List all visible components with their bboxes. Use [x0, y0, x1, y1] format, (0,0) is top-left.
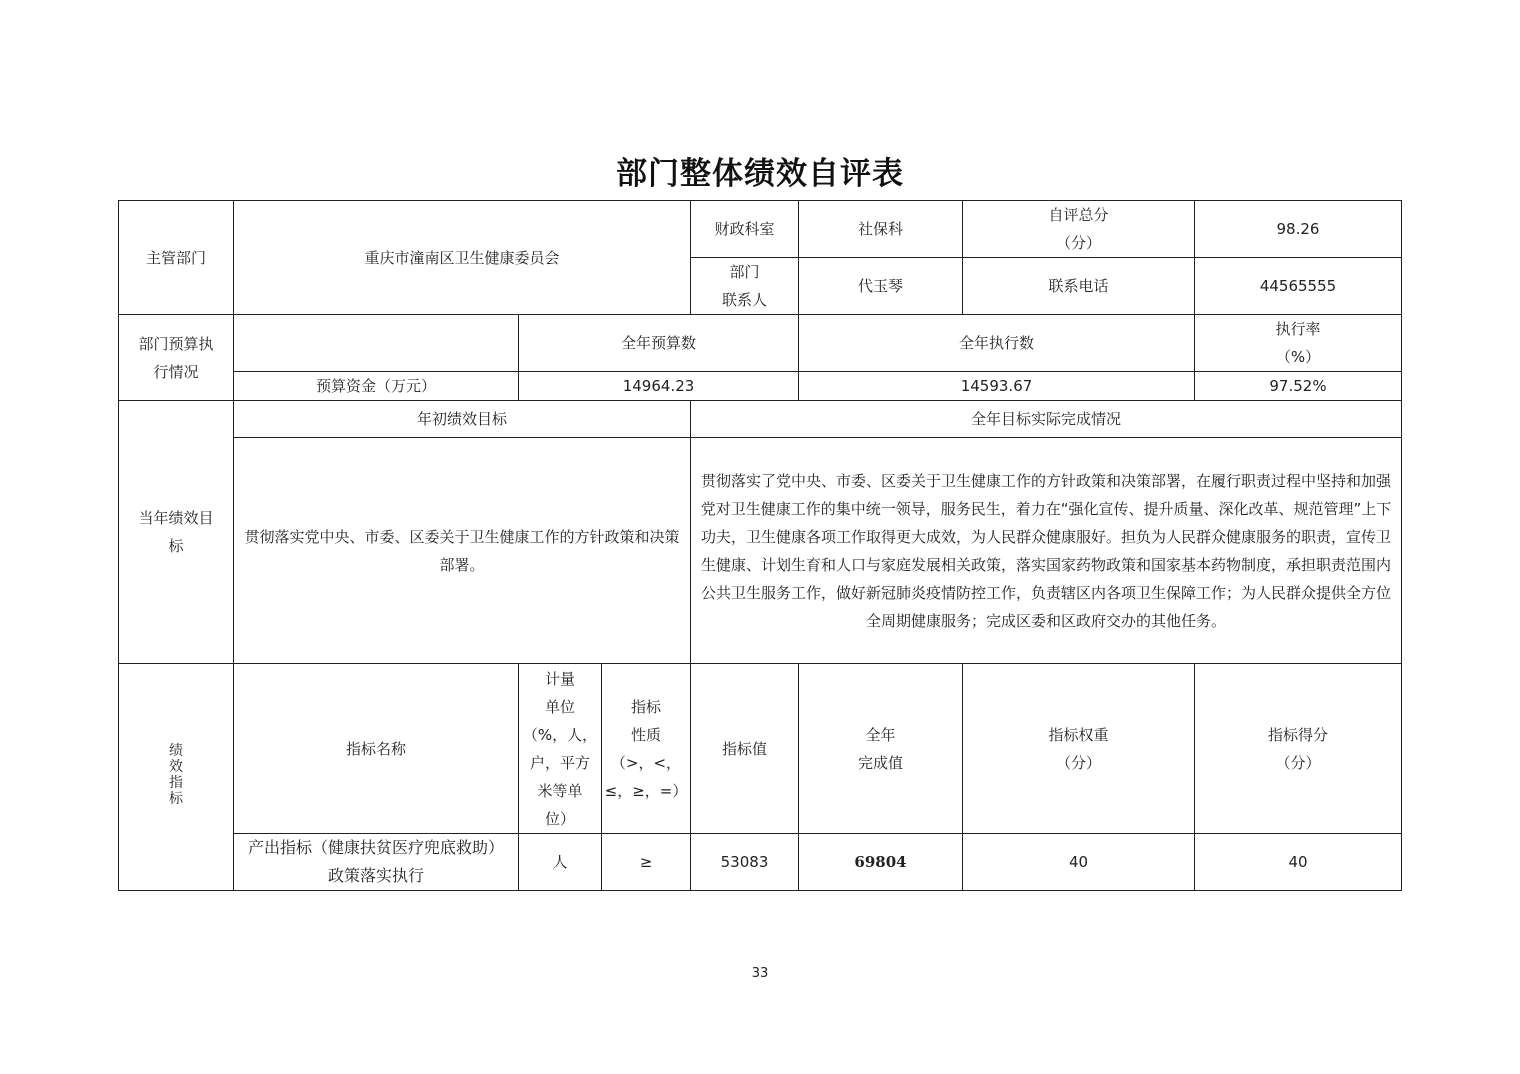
rate-col-header: [1195, 315, 1402, 372]
finance-office-value: 社保科: [799, 201, 963, 258]
page-title: 部门整体绩效自评表: [616, 156, 904, 192]
value-header: 指标值: [691, 664, 799, 834]
indicators-label-text: 绩效指标: [169, 742, 183, 807]
page-number: 33: [751, 966, 769, 981]
phone-label: 联系电话: [963, 258, 1195, 315]
actual-goal-header: 全年目标实际完成情况: [691, 401, 1402, 438]
budget-label: [119, 315, 234, 401]
score-header-line: 指标得分: [1267, 725, 1328, 744]
indicator-nature: ≥: [602, 834, 691, 891]
contact-value: 代玉琴: [799, 258, 963, 315]
indicator-unit: 人: [519, 834, 602, 891]
contact-label-line1: 部门: [729, 263, 760, 281]
completed-header: [799, 664, 963, 834]
dept-name: 重庆市潼南区卫生健康委员会: [234, 201, 691, 315]
unit-header-line: （%，人，: [522, 725, 598, 744]
budget-col-header: 全年预算数: [519, 315, 799, 372]
nature-header-line: 指标: [630, 697, 661, 716]
weight-header-line: （分）: [1055, 753, 1101, 772]
nature-header-line: ≤，≥，=）: [604, 781, 688, 800]
score-header-line: （分）: [1275, 753, 1321, 772]
unit-header-line: 位）: [544, 809, 575, 828]
contact-label-line2: 联系人: [721, 291, 767, 309]
completed-header-line: 完成值: [857, 753, 903, 772]
indicator-name: 产出指标（健康扶贫医疗兜底救助）政策落实执行: [234, 834, 519, 891]
budget-value: 14964.23: [519, 372, 799, 401]
score-label-line2: （分）: [1055, 234, 1101, 252]
nature-header: [602, 664, 691, 834]
unit-header: [519, 664, 602, 834]
rate-col-header-line2: （%）: [1275, 348, 1321, 366]
nature-header-line: 性质: [630, 725, 661, 744]
nature-header-line: （>，<，: [610, 753, 682, 772]
dept-label: 主管部门: [119, 201, 234, 315]
exec-col-header: 全年执行数: [799, 315, 1195, 372]
budget-row-label: 预算资金（万元）: [234, 372, 519, 401]
phone-value: 44565555: [1195, 258, 1402, 315]
indicator-weight: 40: [963, 834, 1195, 891]
goals-label-line1: 当年绩效目: [138, 509, 214, 527]
unit-header-line: 米等单: [537, 781, 583, 800]
contact-label: [691, 258, 799, 315]
indicator-completed: 69804: [799, 834, 963, 891]
score-value: 98.26: [1195, 201, 1402, 258]
unit-header-line: 计量: [544, 669, 575, 688]
weight-header-line: 指标权重: [1048, 725, 1109, 744]
finance-office-label: 财政科室: [691, 201, 799, 258]
budget-label-line1: 部门预算执: [138, 334, 214, 353]
score-label-line1: 自评总分: [1048, 206, 1109, 224]
indicators-label: [119, 664, 234, 891]
exec-value: 14593.67: [799, 372, 1195, 401]
goals-label-line2: 标: [168, 537, 184, 555]
budget-label-line2: 行情况: [153, 362, 199, 381]
unit-header-line: 户，平方: [529, 753, 590, 772]
score-header: [1195, 664, 1402, 834]
rate-col-header-line1: 执行率: [1275, 320, 1321, 338]
completed-header-line: 全年: [865, 725, 896, 744]
indicator-score: 40: [1195, 834, 1402, 891]
goals-label: [119, 401, 234, 664]
score-label: [963, 201, 1195, 258]
weight-header: [963, 664, 1195, 834]
rate-value: 97.52%: [1195, 372, 1402, 401]
table-row: [119, 834, 1402, 891]
initial-goal-header: 年初绩效目标: [234, 401, 691, 438]
indicator-value: 53083: [691, 834, 799, 891]
unit-header-line: 单位: [544, 697, 575, 716]
actual-goal-text: 贯彻落实了党中央、市委、区委关于卫生健康工作的方针政策和决策部署，在履行职责过程中坚持和加强党对卫生健康工作的集中统一领导，服务民生，着力在“强化宣传、提升质量、深化改革、规范管理”上下功夫，卫生健康各项工作取得更大成效，为人民群众健康服好。担负为人民群众健康服务的职责，宣传卫生健康、计划生育和人口与家庭发展相关政策，落实国家药物政策和国家基本药物制度，承担职责范围内公共卫生服务工作，做好新冠肺炎疫情防控工作，负责辖区内各项卫生保障工作；为人民群众提供全方位全周期健康服务；完成区委和区政府交办的其他任务。: [691, 438, 1402, 664]
performance-table: [118, 200, 1402, 891]
indicator-name-header: 指标名称: [234, 664, 519, 834]
budget-empty-header: [234, 315, 519, 372]
initial-goal-text: 贯彻落实党中央、市委、区委关于卫生健康工作的方针政策和决策部署。: [234, 438, 691, 664]
